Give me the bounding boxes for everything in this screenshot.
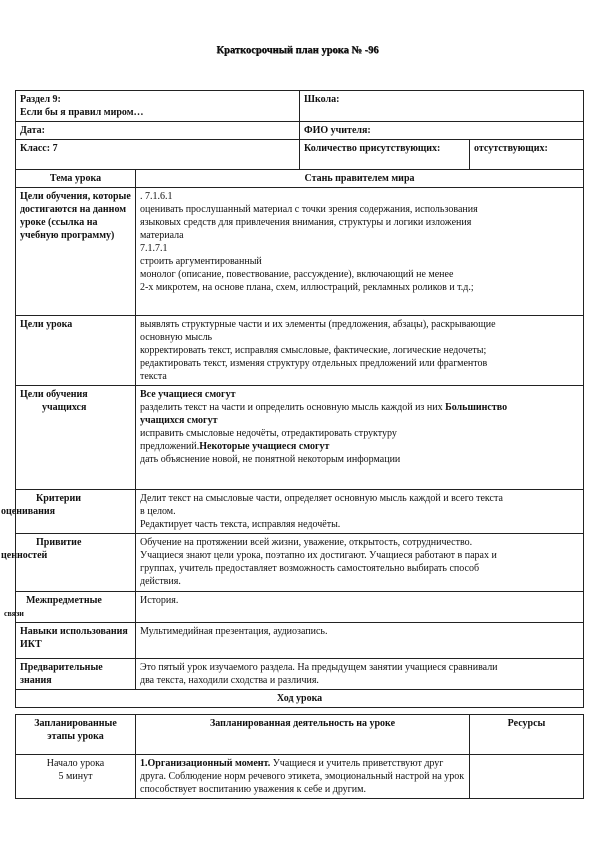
learning-goals-label: Цели обучения, которые достигаются на данном уроке (ссылка на учебную программу): [16, 188, 136, 316]
values-value: Обучение на протяжении всей жизни, уважение, открытость, сотрудничество. Учащиеся знают цели урока, поэтапно их достигают. Учащиеся работают в парах и группах, учитель предоставляет возможность самостоятельно выбирать способ действия.: [136, 534, 584, 592]
header-row-section: [16, 91, 584, 122]
lesson-plan-table: [1, 90, 584, 799]
document-title: Краткосрочный план урока № -96: [216, 45, 379, 56]
school-cell: Школа:: [300, 91, 584, 122]
student-goals-label: Цели обучения учащихся: [16, 386, 136, 490]
ict-label: Навыки использования ИКТ: [16, 623, 136, 659]
student-goals-value: Все учащиеся смогут разделить текст на части и определить основную мысль каждой из них Большинство учащихся смогут исправить смысловые недочёты, отредактировать структуру предложений.Некоторые учащиеся смогут дать объяснение новой, не понятной некоторым информации: [136, 386, 584, 490]
course-heading-row: [16, 690, 584, 708]
values-row: [16, 534, 584, 592]
interdisciplinary-value: История.: [136, 592, 584, 623]
course-columns-row: [16, 715, 584, 755]
col-stages: Запланированные этапы урока: [16, 715, 136, 755]
stage-start-resources: [470, 755, 584, 799]
stage-start: Начало урока 5 минут: [16, 755, 136, 799]
topic-label: Тема урока: [16, 170, 136, 188]
lesson-goals-row: [16, 316, 584, 386]
lesson-goals-label: Цели урока: [16, 316, 136, 386]
date-cell: Дата:: [16, 122, 300, 140]
interdisciplinary-row: [16, 592, 584, 623]
teacher-cell: ФИО учителя:: [300, 122, 584, 140]
course-row-1: [16, 755, 584, 799]
col-activity: Запланированная деятельность на уроке: [136, 715, 470, 755]
prior-label: Предварительные знания: [16, 659, 136, 690]
criteria-row: [16, 490, 584, 534]
student-goals-row: [16, 386, 584, 490]
interdisciplinary-label: Межпредметные связи: [16, 592, 136, 623]
stage-start-activity: 1.Организационный момент. Учащиеся и учитель приветствуют друг друга. Соблюдение норм речевого этикета, эмоциональный настрой на урок способствует воспитанию уважения к себе и другим.: [136, 755, 470, 799]
values-label: Привитие ценностей: [16, 534, 136, 592]
learning-goals-row: [16, 188, 584, 316]
topic-value: Стань правителем мира: [136, 170, 584, 188]
learning-goals-value: . 7.1.6.1 оценивать прослушанный материал с точки зрения содержания, использования языковых средств для привлечения внимания, структуры и логики изложения материала 7.1.7.1 строить аргументированный монолог (описание, повествование, рассуждение), включающий не менее 2-х микротем, на основе плана, схем, иллюстраций, рекламных роликов и т.д.;: [136, 188, 584, 316]
present-cell: Количество присутствующих:: [300, 140, 470, 170]
spacer-row: [16, 708, 584, 715]
col-resources: Ресурсы: [470, 715, 584, 755]
course-heading: Ход урока: [16, 690, 584, 708]
header-row-class: [16, 140, 584, 170]
prior-row: [16, 659, 584, 690]
prior-value: Это пятый урок изучаемого раздела. На предыдущем занятии учащиеся сравнивали два текста, находили сходства и различия.: [136, 659, 584, 690]
ict-value: Мультимедийная презентация, аудиозапись.: [136, 623, 584, 659]
header-row-date: [16, 122, 584, 140]
topic-row: [16, 170, 584, 188]
ict-row: [16, 623, 584, 659]
absent-cell: отсутствующих:: [470, 140, 584, 170]
lesson-goals-value: выявлять структурные части и их элементы (предложения, абзацы), раскрывающие основную мысль корректировать текст, исправляя смысловые, фактические, логические недочеты; редактировать текст, изменяя структуру отдельных предложений или фрагментов текста: [136, 316, 584, 386]
section-cell: Раздел 9: Если бы я правил миром…: [16, 91, 300, 122]
criteria-label: Критерии оценивания: [16, 490, 136, 534]
class-cell: Класс: 7: [16, 140, 300, 170]
criteria-value: Делит текст на смысловые части, определяет основную мысль каждой и всего текста в целом. Редактирует часть текста, исправляя недочёты.: [136, 490, 584, 534]
